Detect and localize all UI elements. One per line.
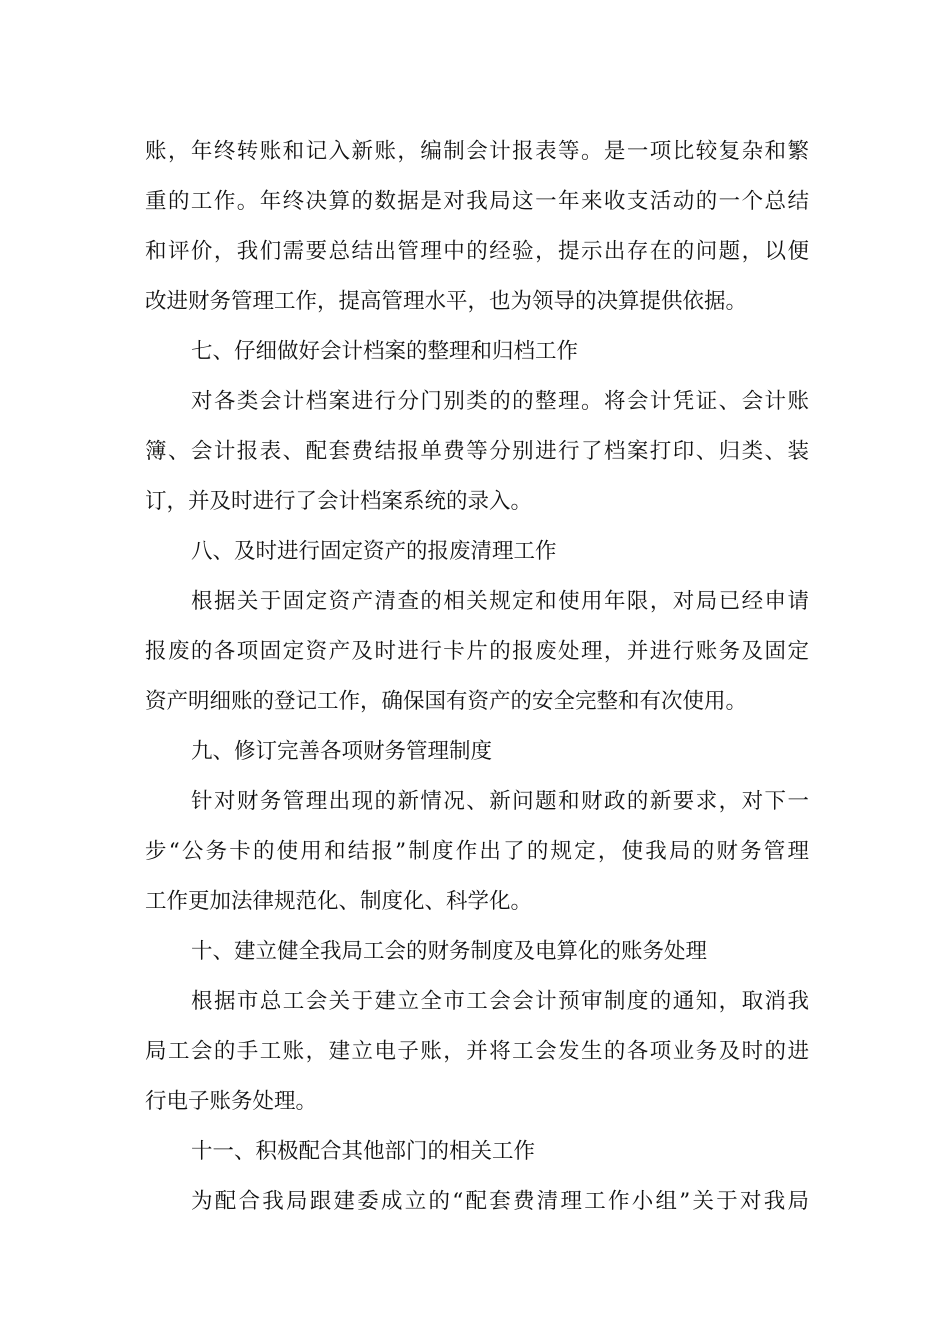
body-text-line: 和评价，我们需要总结出管理中的经验，提示出存在的问题，以便 bbox=[145, 239, 809, 264]
section-heading: 十、建立健全我局工会的财务制度及电算化的账务处理 bbox=[191, 939, 708, 964]
body-text-line: 针对财务管理出现的新情况、新问题和财政的新要求，对下一 bbox=[191, 789, 809, 814]
body-text-line: 重的工作。年终决算的数据是对我局这一年来收支活动的一个总结 bbox=[145, 189, 809, 214]
section-heading: 九、修订完善各项财务管理制度 bbox=[191, 739, 493, 764]
section-heading: 十一、积极配合其他部门的相关工作 bbox=[191, 1139, 536, 1164]
body-text-line: 工作更加法律规范化、制度化、科学化。 bbox=[145, 889, 533, 914]
body-text-line: 对各类会计档案进行分门别类的的整理。将会计凭证、会计账 bbox=[191, 389, 809, 414]
body-text-line: 簿、会计报表、配套费结报单费等分别进行了档案打印、归类、装 bbox=[145, 439, 809, 464]
body-text-line: 根据关于固定资产清查的相关规定和使用年限，对局已经申请 bbox=[191, 589, 809, 614]
section-heading: 八、及时进行固定资产的报废清理工作 bbox=[191, 539, 557, 564]
section-heading: 七、仔细做好会计档案的整理和归档工作 bbox=[191, 339, 579, 364]
body-text-line: 根据市总工会关于建立全市工会会计预审制度的通知，取消我 bbox=[191, 989, 809, 1014]
body-text-line: 行电子账务处理。 bbox=[145, 1089, 318, 1114]
body-text-line: 资产明细账的登记工作，确保国有资产的安全完整和有次使用。 bbox=[145, 689, 748, 714]
body-text-line: 改进财务管理工作，提高管理水平，也为领导的决算提供依据。 bbox=[145, 289, 748, 314]
body-text-line: 为配合我局跟建委成立的“配套费清理工作小组”关于对我局 bbox=[191, 1189, 809, 1214]
body-text-line: 报废的各项固定资产及时进行卡片的报废处理，并进行账务及固定 bbox=[145, 639, 809, 664]
body-text-line: 订，并及时进行了会计档案系统的录入。 bbox=[145, 489, 533, 514]
body-text-line: 账，年终转账和记入新账，编制会计报表等。是一项比较复杂和繁 bbox=[145, 139, 809, 164]
body-text-line: 步“公务卡的使用和结报”制度作出了的规定，使我局的财务管理 bbox=[145, 839, 809, 864]
body-text-line: 局工会的手工账，建立电子账，并将工会发生的各项业务及时的进 bbox=[145, 1039, 809, 1064]
